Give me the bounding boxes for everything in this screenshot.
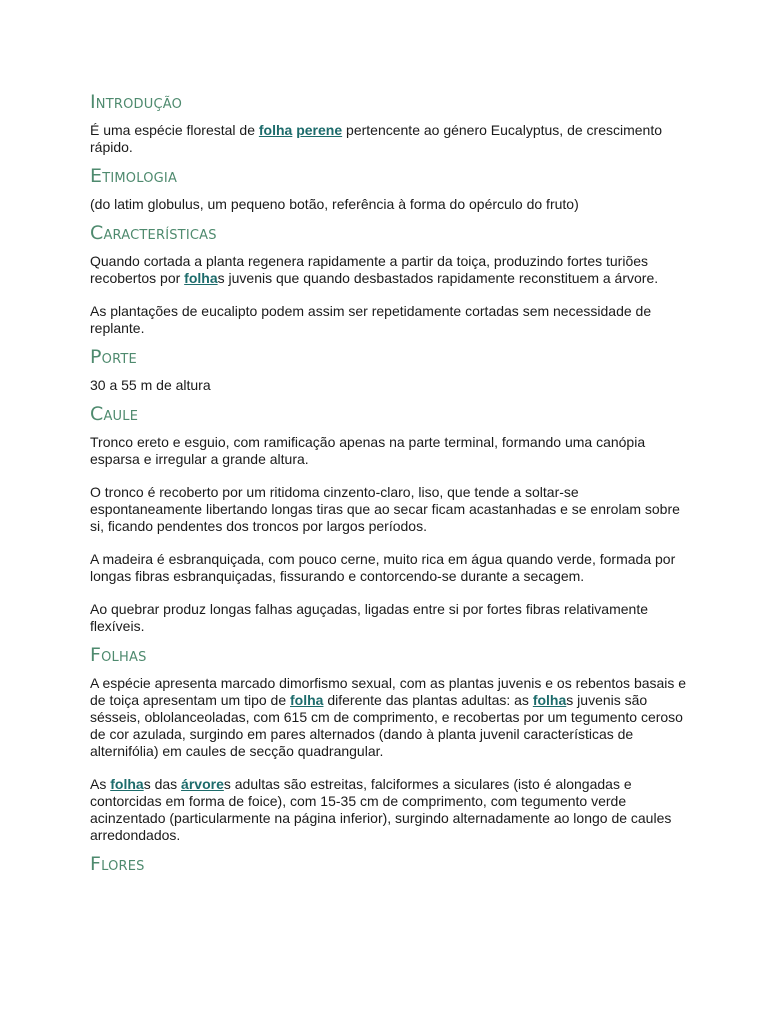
text-run: pertencente ao género Eucalyptus, de crescimento rápido. <box>90 122 663 155</box>
heading-folhas: Folhas <box>90 644 147 666</box>
heading-caracteristicas: Características <box>90 222 217 244</box>
link-arvore[interactable]: árvore <box>181 776 224 792</box>
caule-paragraph-3: A madeira é esbranquiçada, com pouco cerne, muito rica em água quando verde, formada por longas fibras esbranquiçadas, fissurando e contorcendo-se durante a secagem. <box>90 551 676 584</box>
link-folha[interactable]: folha <box>184 270 218 286</box>
etimologia-paragraph: (do latim globulus, um pequeno botão, referência à forma do opérculo do fruto) <box>90 196 579 212</box>
link-folha[interactable]: folha <box>532 692 567 708</box>
caule-paragraph-2: O tronco é recoberto por um ritidoma cinzento-claro, liso, que tende a soltar-se espontaneamente libertando longas tiras que ao secar ficam acastanhadas e se enrolam sobre si, ficando pendentes dos troncos por largos períodos. <box>90 484 680 534</box>
text-run: s das <box>143 776 182 792</box>
text-run: É uma espécie florestal de <box>90 122 259 138</box>
heading-flores: Flores <box>90 853 145 875</box>
caracteristicas-paragraph-1 <box>90 253 690 287</box>
intro-paragraph <box>90 122 690 156</box>
caracteristicas-paragraph-2: As plantações de eucalipto podem assim ser repetidamente cortadas sem necessidade de replante. <box>90 303 652 336</box>
heading-etimologia: Etimologia <box>90 165 178 187</box>
link-folha[interactable]: folha <box>290 692 324 708</box>
heading-caule: Caule <box>90 403 139 425</box>
text-run: As <box>90 776 111 792</box>
document-page <box>90 90 690 884</box>
caule-paragraph-1: Tronco ereto e esguio, com ramificação apenas na parte terminal, formando uma canópia esparsa e irregular a grande altura. <box>90 434 646 467</box>
porte-paragraph: 30 a 55 m de altura <box>90 377 211 393</box>
text-run: A espécie apresenta marcado dimorfismo sexual, com as plantas juvenis e os rebentos basais e de toiça apresentam um tipo de <box>90 675 687 708</box>
text-run: s juvenis são sésseis, oblolanceoladas, com 615 cm de comprimento, e recobertas por um tegumento ceroso de cor azulada, surgindo em pares alternados (dando à planta juvenil características de alternifólia) em caules de secção quadrangular. <box>90 692 683 759</box>
folhas-paragraph-2 <box>90 776 690 844</box>
caule-paragraph-4: Ao quebrar produz longas falhas aguçadas, ligadas entre si por fortes fibras relativamente flexíveis. <box>90 601 648 634</box>
link-perene[interactable]: perene <box>296 122 343 138</box>
text-run: diferente das plantas adultas: as <box>323 692 533 708</box>
folhas-paragraph-1 <box>90 675 690 760</box>
text-run: s adultas são estreitas, falciformes a siculares (isto é alongadas e contorcidas em forma de foice), com 15-35 cm de comprimento, com tegumento verde acinzentado (particularmente na página inferior), surgindo alternadamente ao longo de caules arredondados. <box>90 776 672 843</box>
link-folha[interactable]: folha <box>258 122 293 138</box>
heading-porte: Porte <box>90 346 137 368</box>
text-run: Quando cortada a planta regenera rapidamente a partir da toiça, produzindo fortes turiões recobertos por <box>90 253 649 286</box>
heading-introducao: Introdução <box>90 91 183 113</box>
text-run: s juvenis que quando desbastados rapidamente reconstituem a árvore. <box>217 270 659 286</box>
link-folha[interactable]: folha <box>110 776 144 792</box>
